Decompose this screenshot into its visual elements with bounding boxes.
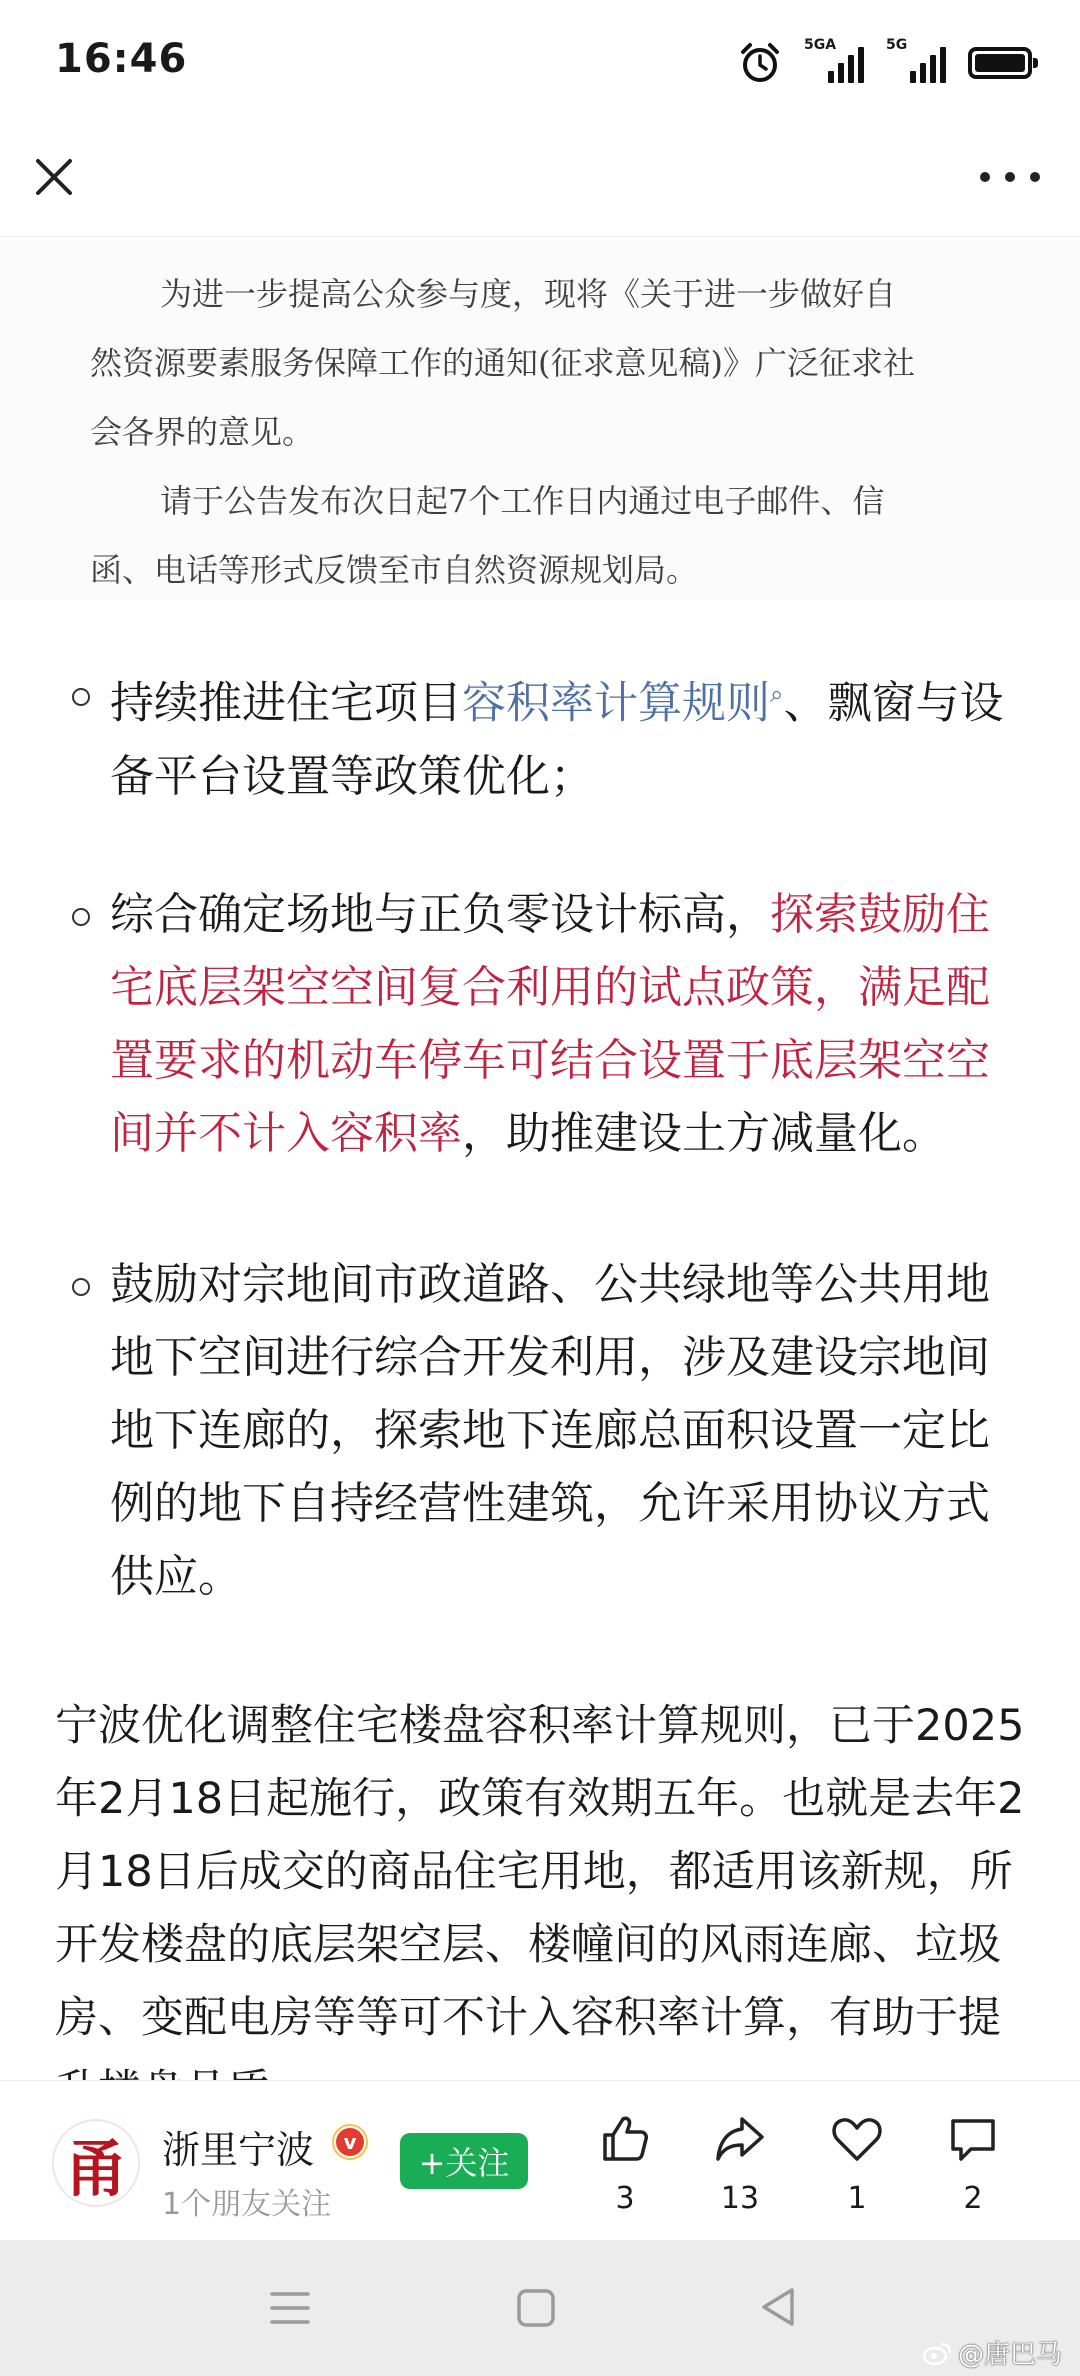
highlighted-text: 探索鼓励住宅底层架空空间复合利用的试点政策，满足配置要求的机动车停车可结合设置于底层架空空间并不计入容积率 bbox=[110, 889, 990, 1159]
signal-5g-label: 5G bbox=[886, 37, 908, 53]
weibo-logo-icon bbox=[922, 2340, 952, 2366]
body-paragraph: 宁波优化调整住宅楼盘容积率计算规则，已于2025年2月18日起施行，政策有效期五年。也就是去年2月18日后成交的商品住宅用地，都适用该新规，所开发楼盘的底层架空层、楼幢间的风雨连廊、垃圾房、变配电房等等可不计入容积率计算，有助于提 bbox=[55, 1701, 1025, 2043]
notice-line: 请于公告发布次日起7个工作日内通过电子邮件、信 bbox=[160, 482, 885, 520]
bullet-circle-icon bbox=[72, 1278, 90, 1296]
bullet-text: 综合确定场地与正负零设计标高， bbox=[110, 889, 770, 940]
nav-bar bbox=[0, 125, 1080, 237]
share-button[interactable] bbox=[695, 2111, 785, 2221]
author-action-bar bbox=[0, 2080, 1080, 2240]
bullet-circle-icon bbox=[72, 908, 90, 926]
more-dot-icon bbox=[1030, 172, 1040, 182]
like-button[interactable] bbox=[580, 2111, 670, 2221]
signal-5ga-icon bbox=[804, 37, 864, 85]
author-name[interactable]: 浙里宁波 bbox=[162, 2128, 315, 2172]
watermark-text: @唐巴马 bbox=[957, 2340, 1062, 2370]
more-options-button[interactable] bbox=[980, 157, 1040, 197]
battery-icon bbox=[968, 47, 1032, 79]
notice-line: 然资源要素服务保障工作的通知(征求意见稿)》广泛征求社 bbox=[90, 344, 915, 382]
heart-icon bbox=[829, 2111, 885, 2167]
home-icon[interactable] bbox=[514, 2286, 558, 2330]
signal-5g-icon bbox=[886, 37, 946, 85]
share-icon bbox=[712, 2111, 768, 2167]
notice-line: 为进一步提高公众参与度，现将《关于进一步做好自 bbox=[160, 275, 897, 313]
avatar-logo: 甬 bbox=[64, 2131, 127, 2205]
thumbs-up-icon bbox=[597, 2111, 653, 2167]
status-icons bbox=[738, 38, 1032, 88]
close-icon[interactable] bbox=[30, 153, 78, 201]
comment-icon bbox=[945, 2111, 1001, 2167]
verified-badge-icon: v bbox=[334, 2126, 366, 2158]
share-count: 13 bbox=[720, 2181, 760, 2216]
more-dot-icon bbox=[1005, 172, 1015, 182]
list-item-text: 鼓励对宗地间市政道路、公共绿地等公共用地地下空间进行综合开发利用，涉及建设宗地间地下连廊的，探索地下连廊总面积设置一定比例的地下自持经营性建筑，允许采用协议方式供应。 bbox=[110, 1259, 990, 1602]
status-bar bbox=[0, 0, 1080, 125]
status-time: 16:46 bbox=[55, 36, 188, 82]
bullet-circle-icon bbox=[72, 688, 90, 706]
list-item-text bbox=[110, 878, 1030, 1170]
notice-line: 函、电话等形式反馈至市自然资源规划局。 bbox=[90, 551, 699, 589]
system-navigation-bar bbox=[0, 2240, 1080, 2376]
signal-5ga-label: 5GA bbox=[804, 37, 837, 53]
search-icon[interactable]: ⌕ bbox=[770, 680, 784, 708]
like-count: 3 bbox=[615, 2181, 635, 2216]
notice-image bbox=[0, 240, 1080, 600]
menu-icon[interactable] bbox=[268, 2288, 312, 2328]
comment-button[interactable] bbox=[928, 2111, 1018, 2221]
favorite-button[interactable] bbox=[812, 2111, 902, 2221]
favorite-count: 1 bbox=[847, 2181, 867, 2216]
follow-button[interactable]: +关注 bbox=[400, 2133, 528, 2189]
bullet-text: 持续推进住宅项目 bbox=[110, 677, 462, 729]
list-item-text bbox=[110, 658, 1030, 813]
bullet-text: 、飘窗与设备平台设置等政策优化； bbox=[110, 677, 1004, 802]
bullet-text: ，助推建设土方减量化。 bbox=[462, 1108, 946, 1159]
avatar[interactable] bbox=[52, 2119, 140, 2207]
comment-count: 2 bbox=[963, 2181, 983, 2216]
keyword-search-link[interactable]: 容积率计算规则 bbox=[462, 677, 770, 729]
author-followers: 1个朋友关注 bbox=[162, 2187, 332, 2222]
watermark bbox=[922, 2334, 1062, 2371]
back-icon[interactable] bbox=[756, 2284, 800, 2330]
alarm-icon bbox=[738, 41, 782, 85]
more-dot-icon bbox=[980, 172, 990, 182]
notice-line: 会各界的意见。 bbox=[90, 413, 315, 451]
